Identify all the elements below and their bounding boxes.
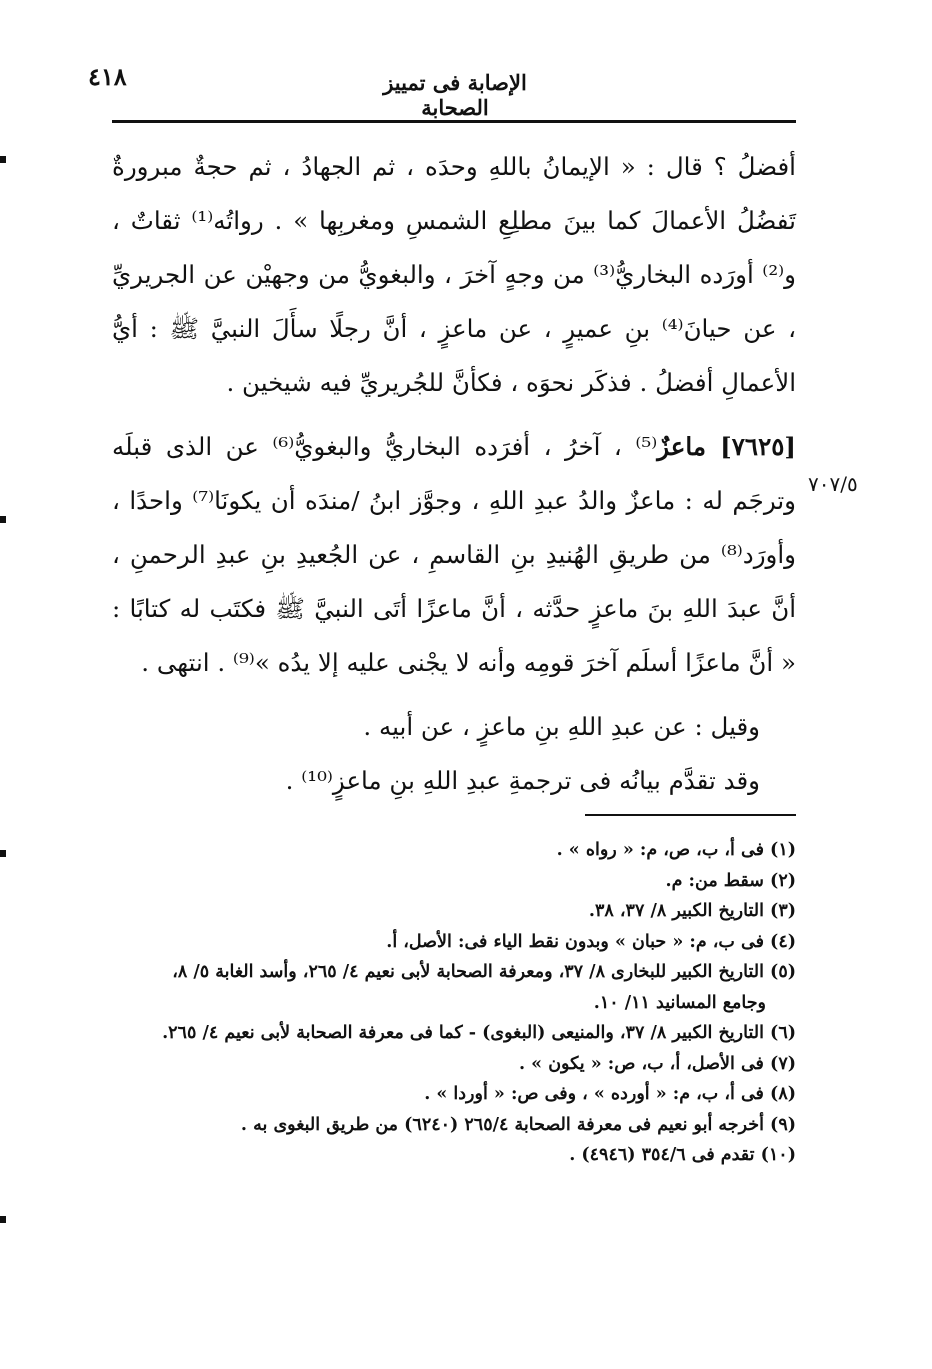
footnotes xyxy=(112,835,796,1171)
page-number: ٤١٨ xyxy=(88,62,127,91)
paragraph-1: أفضلُ ؟ قال : « الإيمانُ باللهِ وحدَه ، ثم الجهادُ ، ثم حجةٌ مبرورةٌ تَفضُلُ الأعمالَ كما بينَ مطلِعِ الشمسِ ومغربِها » . رواتُه⁽¹⁾ ثقاتٌ ، و⁽²⁾ أورَده البخاريُّ⁽³⁾ من وجهٍ آخرَ ، والبغويُّ من وجهيْن عن الجريريِّ ، عن حيانَ⁽⁴⁾ بنِ عميرٍ ، عن ماعزٍ ، أنَّ رجلًا سأَلَ النبيَّ ﷺ : أيُّ الأعمالِ أفضلُ . فذكَر نحوَه ، فكأنَّ للجُريريِّ فيه شيخين . xyxy=(112,152,797,397)
footnote-1: (١) فى أ، ب، ص، م: « رواه » . xyxy=(556,840,796,860)
binding-mark xyxy=(0,1216,6,1223)
footnote-rule xyxy=(585,814,796,816)
main-text xyxy=(112,140,796,808)
binding-mark xyxy=(0,516,6,523)
entry-heading: [٧٦٢٥] ماعزٌ xyxy=(657,432,796,461)
footnote-6: (٦) التاريخ الكبير ٨/ ٣٧، والمنيعى (البغوى) - كما فى معرفة الصحابة لأبى نعيم ٤/ ٢٦٥. xyxy=(162,1023,796,1043)
paragraph-2-text: ⁽⁵⁾ ، آخرُ ، أفرَده البخاريُّ والبغويُّ⁽⁶⁾ عن الذى قبلَه وترجَم له : ماعزٌ والدُ عبدِ اللهِ ، وجوَّز ابنُ /مندَه أن يكونَا⁽⁷⁾ واحدًا ، وأورَد⁽⁸⁾ من طريقِ الهُنيدِ بنِ القاسمِ ، عن الجُعيدِ بنِ عبدِ الرحمنِ ، أنَّ عبدَ اللهِ بنَ ماعزٍ حدَّثه ، أنَّ ماعزًا أتَى النبيَّ ﷺ فكتَب له كتابًا : « أنَّ ماعزًا أسلَم آخرَ قومِه وأنه لا يجْنى عليه إلا يدُه »⁽⁹⁾ . انتهى . xyxy=(112,432,796,677)
footnote-8: (٨) فى أ، ب، م: « أورده » ، وفى ص: « أوردا » . xyxy=(424,1084,796,1104)
footnote-5-continued: وجامع المسانيد ١١/ ١٠. xyxy=(593,992,766,1013)
footnote-2: (٢) سقط من: م. xyxy=(665,870,796,891)
binding-mark xyxy=(0,156,6,163)
binding-mark xyxy=(0,850,6,857)
footnote-7: (٧) فى الأصل، أ، ب، ص: « يكون » . xyxy=(518,1053,796,1074)
running-title: الإصابة فى تمييز الصحابة xyxy=(383,70,527,120)
paragraph-2 xyxy=(112,420,796,690)
footnote-4: (٤) فى ب، م: « حبان » وبدون نقط الياء فى: الأصل، أ. xyxy=(386,931,796,952)
margin-note: ٧٠٧/٥ xyxy=(808,472,858,496)
footnote-9: (٩) أخرجه أبو نعيم فى معرفة الصحابة ٢٦٥/٤ (٦٢٤٠) من طريق البغوى به . xyxy=(240,1114,796,1135)
paragraph-3: وقيل : عن عبدِ اللهِ بنِ ماعزٍ ، عن أبيه . xyxy=(363,712,760,741)
footnote-10: (١٠) تقدم فى ٣٥٤/٦ (٤٩٤٦) . xyxy=(569,1145,796,1165)
paragraph-4: وقد تقدَّم بيانُه فى ترجمةِ عبدِ اللهِ بنِ ماعزٍ⁽¹⁰⁾ . xyxy=(285,766,760,795)
footnote-5: (٥) التاريخ الكبير للبخارى ٨/ ٣٧، ومعرفة الصحابة لأبى نعيم ٤/ ٢٦٥، وأسد الغابة ٥/ ٨، xyxy=(172,962,796,982)
header-rule xyxy=(112,120,796,123)
footnote-3: (٣) التاريخ الكبير ٨/ ٣٧، ٣٨. xyxy=(588,901,796,921)
